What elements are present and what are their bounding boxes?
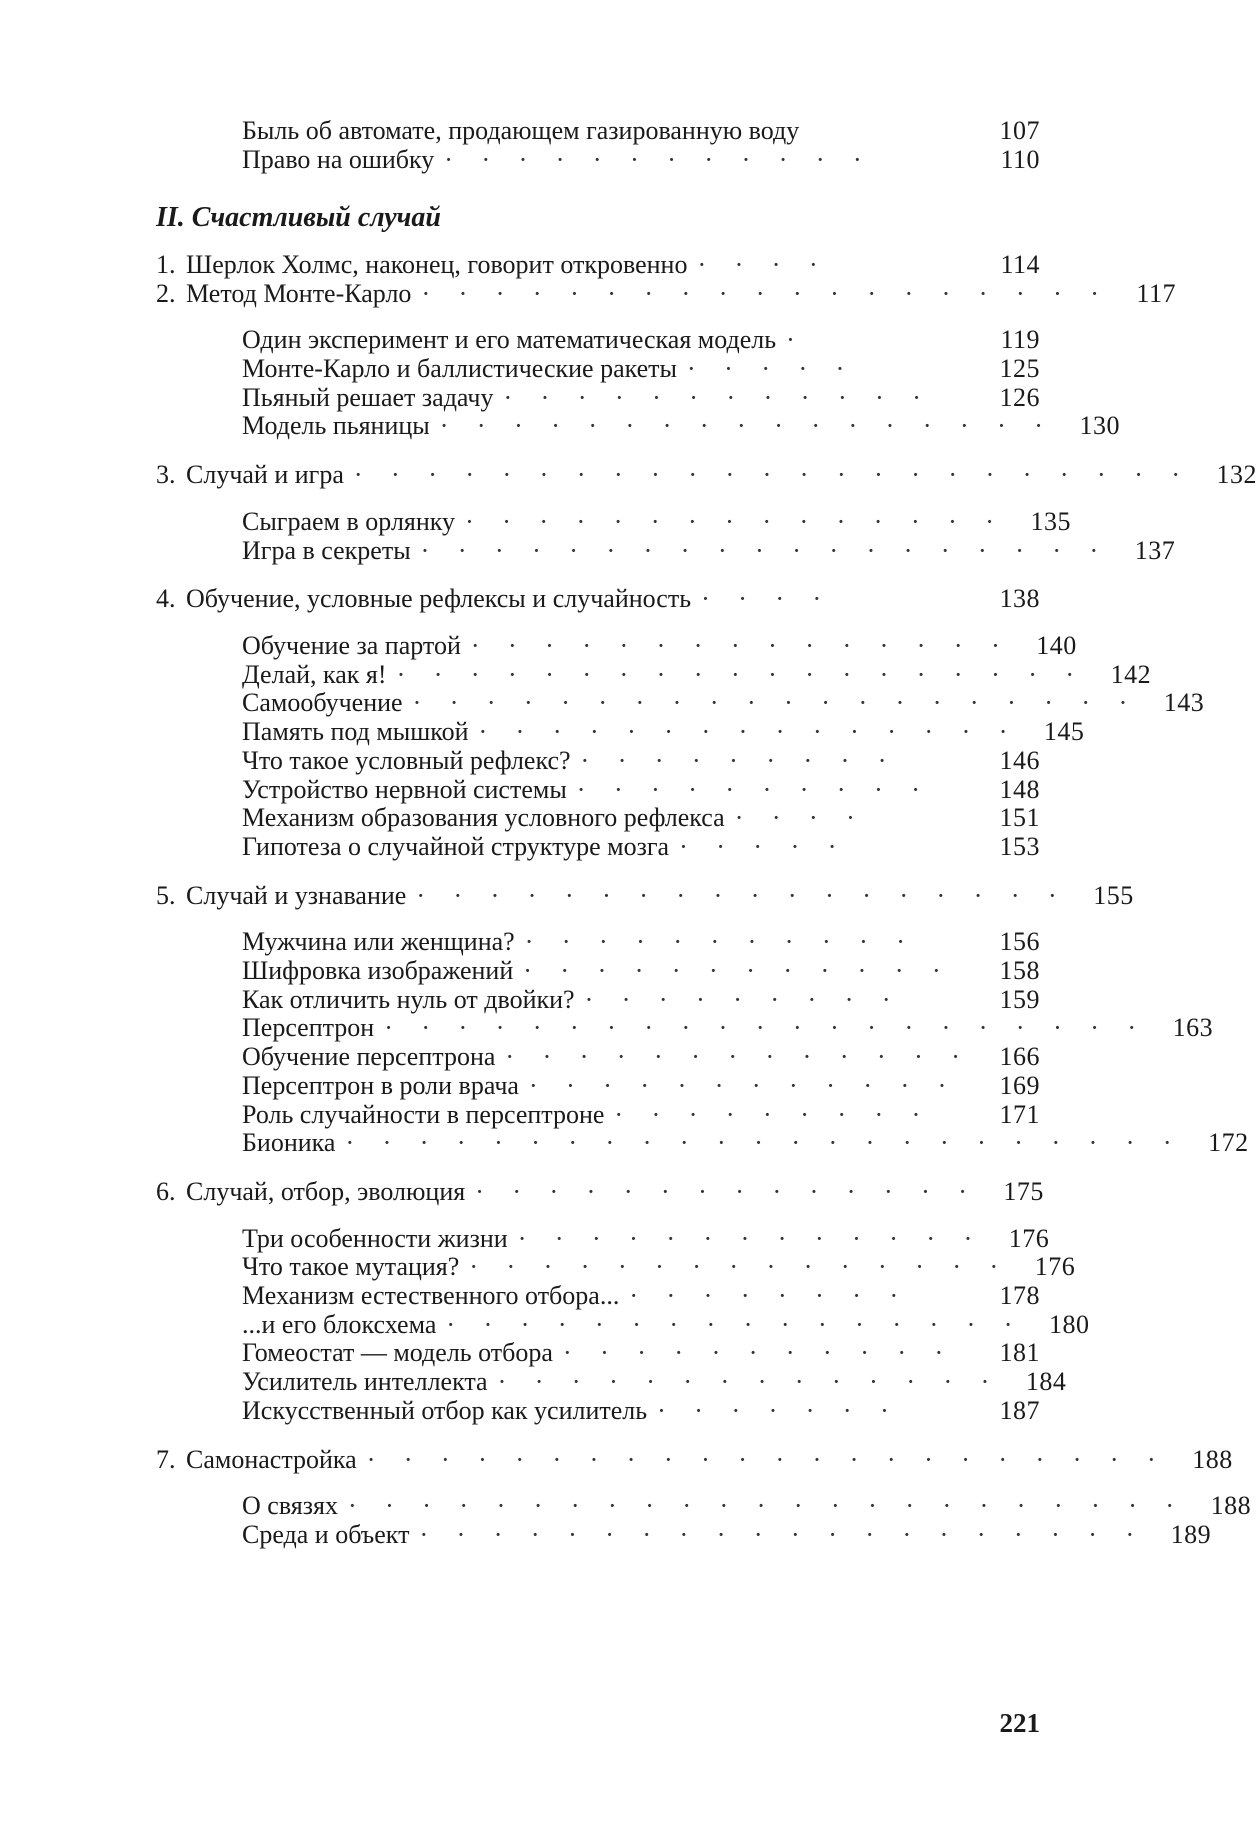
toc-entry [242, 717, 1085, 747]
dot-leader: · · · · · · · · · · · · · · · [465, 507, 1005, 536]
entry-page-number: 119 [1000, 325, 1040, 354]
entry-title: Гипотеза о случайной структуре мозга [242, 832, 670, 861]
dot-leader: · · · · · · · · · · · · · · · [470, 631, 1011, 660]
chapter-entry [156, 584, 1040, 614]
entry-title: Быль об автомате, продающем газированную воду [242, 116, 800, 145]
entry-page-number: 163 [1172, 1013, 1214, 1042]
entry-title: О связях [242, 1491, 338, 1520]
entry-title: ...и его блоксхема [242, 1310, 437, 1339]
dot-leader [799, 116, 980, 146]
entry-title: Что такое мутация? [242, 1252, 460, 1281]
entry-title: Память под мышкой [242, 717, 469, 746]
dot-leader: · · · · · · · · [629, 1281, 910, 1310]
dot-leader: · · · · · · · · · · · · · [505, 1042, 971, 1071]
entry-page-number: 142 [1110, 660, 1152, 689]
entry-page-number: 188 [1210, 1491, 1252, 1520]
dot-leader: · · · · · · · · · · · · · · · · · · · · [419, 1520, 1146, 1549]
dot-leader: · · · · · · · · · · · · · · · · · · · · [412, 688, 1139, 717]
toc-entry [242, 145, 1040, 175]
entry-page-number: 153 [999, 832, 1040, 861]
dot-leader: · · · · · [687, 354, 856, 383]
toc-entry [242, 507, 1071, 537]
entry-title: Обучение персептрона [242, 1042, 496, 1071]
entry-title: Право на ошибку [242, 145, 435, 174]
dot-leader: · · · · · · · · · · · [562, 1338, 955, 1367]
dot-leader: · · · · [701, 584, 833, 613]
chapter-entry [156, 881, 1134, 911]
entry-page-number: 180 [1048, 1310, 1090, 1339]
toc-entry [242, 1071, 1040, 1101]
dot-leader: · · · · · · · · · · · · · · · · · · · [420, 536, 1110, 565]
dot-leader: · · · · · · · · · · · · · · · · · · · · · · [366, 1445, 1167, 1474]
toc-entry [242, 1252, 1076, 1282]
entry-title: Усилитель интеллекта [242, 1367, 488, 1396]
entry-title: Делай, как я! [242, 660, 387, 689]
dot-leader: · · · · · · · · · · [576, 775, 931, 804]
chapter-entry [156, 279, 1176, 309]
entry-title: Шерлок Холмс, наконец, говорит откровенно [186, 250, 688, 279]
entry-page-number: 114 [1000, 250, 1040, 279]
entry-page-number: 156 [999, 927, 1040, 956]
dot-leader: · · · · · [679, 832, 848, 861]
toc-entry [242, 1224, 1050, 1254]
chapter-entry [156, 1445, 1233, 1475]
toc-entry [242, 1338, 1040, 1368]
entry-page-number: 125 [999, 354, 1040, 383]
entry-title: Среда и объект [242, 1520, 410, 1549]
entry-page-number: 148 [999, 775, 1040, 804]
chapter-entry [156, 460, 1257, 490]
dot-leader: · · · · · · · · · · · · · · · [478, 717, 1019, 746]
toc-entry [242, 1128, 1249, 1158]
entry-page-number: 188 [1192, 1445, 1233, 1474]
entry-page-number: 140 [1036, 631, 1077, 660]
toc-entry [242, 775, 1040, 805]
chapter-number: 5. [156, 881, 176, 910]
dot-leader: · · · · · · · · · · · · · · · · · · · · · [384, 1013, 1148, 1042]
toc-entry [242, 411, 1120, 441]
toc-entry [242, 354, 1040, 384]
entry-title: Случай, отбор, эволюция [186, 1177, 466, 1206]
toc-entry [242, 1396, 1040, 1426]
entry-title: Механизм образования условного рефлекса [242, 803, 725, 832]
entry-title: Монте-Карло и баллистические ракеты [242, 354, 677, 383]
entry-page-number: 143 [1163, 688, 1205, 717]
section-heading: II. Счастливый случай [156, 202, 441, 233]
entry-title: Бионика [242, 1128, 336, 1157]
entry-title: Устройство нервной системы [242, 775, 567, 804]
dot-leader: · · · · [734, 803, 866, 832]
entry-title: Что такое условный рефлекс? [242, 746, 571, 775]
entry-page-number: 159 [999, 985, 1040, 1014]
entry-page-number: 178 [999, 1281, 1040, 1310]
toc-entry [242, 1013, 1214, 1043]
toc-entry [242, 660, 1152, 690]
toc-entry [242, 383, 1040, 413]
entry-page-number: 145 [1043, 717, 1085, 746]
dot-leader: · · · · · · · · · · · · · · · · · · · · · · · [347, 1491, 1186, 1520]
entry-page-number: 146 [999, 746, 1040, 775]
dot-leader: · · · · · · · · · · · · · · [497, 1367, 1001, 1396]
entry-page-number: 184 [1025, 1367, 1067, 1396]
toc-entry [242, 536, 1176, 566]
dot-leader: · · · · · · · · · · · · · · · · · · · · · · · [353, 460, 1192, 489]
entry-title: Обучение, условные рефлексы и случайность [186, 584, 692, 613]
entry-title: Персептрон [242, 1013, 375, 1042]
entry-title: Случай и игра [186, 460, 344, 489]
toc-entry [242, 832, 1040, 862]
entry-page-number: 137 [1134, 536, 1176, 565]
dot-leader: · · · · · · · · · · · · · · [475, 1177, 978, 1206]
chapter-entry [156, 1177, 1044, 1207]
entry-page-number: 176 [1034, 1252, 1076, 1281]
entry-page-number: 158 [999, 956, 1040, 985]
toc-entry [242, 1100, 1040, 1130]
entry-title: Метод Монте-Карло [186, 279, 412, 308]
dot-leader: · · · · · · · · · [580, 746, 898, 775]
entry-page-number: 181 [999, 1338, 1040, 1367]
toc-entry [242, 1281, 1040, 1311]
entry-title: Шифровка изображений [242, 956, 514, 985]
entry-page-number: 175 [1003, 1177, 1044, 1206]
dot-leader: · · · · · · · · · · · · [503, 383, 932, 412]
entry-page-number: 117 [1136, 279, 1176, 308]
entry-title: Самообучение [242, 688, 403, 717]
entry-page-number: 189 [1170, 1520, 1212, 1549]
toc-entry [242, 1520, 1212, 1550]
entry-title: Обучение за партой [242, 631, 461, 660]
entry-page-number: 172 [1208, 1128, 1249, 1157]
chapter-entry [156, 250, 1040, 280]
entry-title: Игра в секреты [242, 536, 411, 565]
dot-leader: · · · · · · · · · · · · [528, 1071, 958, 1100]
dot-leader: · · · · · · · · · · · [524, 927, 916, 956]
dot-leader: · · · · [697, 250, 829, 279]
entry-page-number: 138 [999, 584, 1040, 613]
entry-title: Как отличить нуль от двойки? [242, 985, 575, 1014]
chapter-number: 1. [156, 250, 176, 279]
entry-page-number: 110 [1000, 145, 1040, 174]
toc-entry [242, 927, 1040, 957]
entry-title: Один эксперимент и его математическая модель [242, 325, 777, 354]
chapter-number: 2. [156, 279, 176, 308]
toc-entry [242, 956, 1040, 986]
entry-page-number: 126 [999, 383, 1040, 412]
entry-page-number: 176 [1008, 1224, 1050, 1253]
dot-leader: · · · · · · · [657, 1396, 900, 1425]
entry-title: Персептрон в роли врача [242, 1071, 519, 1100]
entry-title: Механизм естественного отбора... [242, 1281, 620, 1310]
dot-leader: · · · · · · · · · [614, 1100, 932, 1129]
dot-leader: · · · · · · · · · · · · · · · · · · · [421, 279, 1110, 308]
dot-leader: · · · · · · · · · · · · · · · · · · [416, 881, 1068, 910]
toc-entry [242, 1042, 1040, 1072]
dot-leader: · · · · · · · · · · · · · · · · · · · [396, 660, 1086, 689]
toc-entry [242, 1367, 1067, 1397]
entry-page-number: 155 [1093, 881, 1134, 910]
toc-entry [242, 803, 1040, 833]
entry-page-number: 171 [999, 1100, 1040, 1129]
dot-leader: · · · · · · · · · · · · · · · · · [439, 411, 1054, 440]
entry-page-number: 187 [999, 1396, 1040, 1425]
dot-leader: · · · · · · · · · · · · · · · · · · · · · · · [345, 1128, 1183, 1157]
entry-page-number: 151 [999, 803, 1040, 832]
toc-entry [242, 746, 1040, 776]
toc-entry [242, 1310, 1090, 1340]
chapter-number: 7. [156, 1445, 176, 1474]
entry-page-number: 166 [999, 1042, 1040, 1071]
dot-leader: · · · · · · · · · · · · · · · [469, 1252, 1010, 1281]
entry-title: Сыграем в орлянку [242, 507, 456, 536]
dot-leader: · · · · · · · · · · · · [444, 145, 873, 174]
toc-entry [242, 325, 1040, 355]
entry-page-number: 130 [1079, 411, 1120, 440]
page-number: 221 [999, 1708, 1040, 1738]
entry-title: Роль случайности в персептроне [242, 1100, 605, 1129]
chapter-number: 4. [156, 584, 176, 613]
entry-title: Гомеостат — модель отбора [242, 1338, 553, 1367]
entry-page-number: 169 [999, 1071, 1040, 1100]
entry-title: Мужчина или женщина? [242, 927, 515, 956]
entry-page-number: 132 [1216, 460, 1257, 489]
dot-leader: · · · · · · · · · [584, 985, 902, 1014]
toc-entry [242, 1491, 1252, 1521]
dot-leader: · [786, 325, 806, 354]
entry-title: Случай и узнавание [186, 881, 407, 910]
dot-leader: · · · · · · · · · · · · · · · · [446, 1310, 1024, 1339]
entry-page-number: 107 [999, 116, 1040, 145]
dot-leader: · · · · · · · · · · · · [523, 956, 952, 985]
entry-title: Самонастройка [186, 1445, 357, 1474]
toc-entry [242, 116, 1040, 146]
chapter-number: 3. [156, 460, 176, 489]
toc-entry [242, 631, 1077, 661]
entry-title: Модель пьяницы [242, 411, 430, 440]
entry-title: Три особенности жизни [242, 1224, 508, 1253]
dot-leader: · · · · · · · · · · · · · [517, 1224, 984, 1253]
entry-title: Пьяный решает задачу [242, 383, 494, 412]
entry-title: Искусственный отбор как усилитель [242, 1396, 648, 1425]
entry-page-number: 135 [1030, 507, 1071, 536]
toc-entry [242, 688, 1205, 718]
toc-entry [242, 985, 1040, 1015]
chapter-number: 6. [156, 1177, 176, 1206]
